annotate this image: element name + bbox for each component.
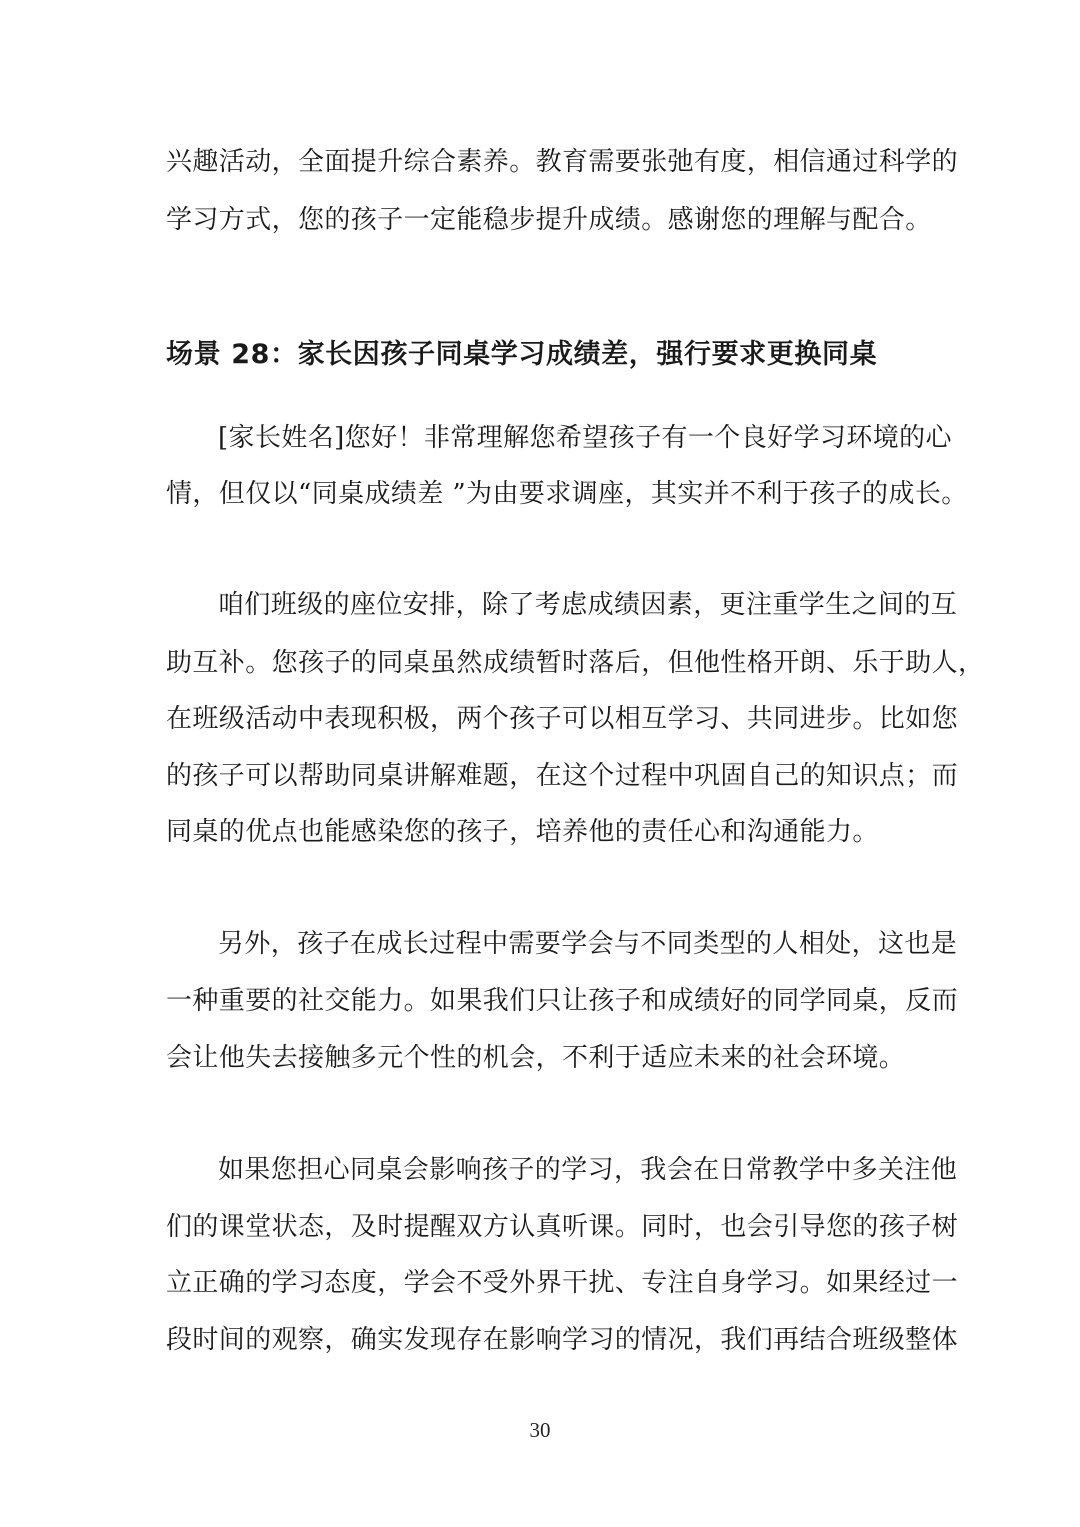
body-text-line: 一种重要的社交能力。如果我们只让孩子和成绩好的同学同桌，反而	[166, 986, 959, 1016]
body-text-line: [家长姓名]您好！非常理解您希望孩子有一个良好学习环境的心	[218, 423, 952, 453]
body-text-line: 情，但仅以“同桌成绩差 ”为由要求调座，其实并不利于孩子的成长。	[166, 479, 968, 509]
body-text-line: 段时间的观察，确实发现存在影响学习的情况，我们再结合班级整体	[166, 1325, 959, 1355]
body-text-line: 会让他失去接触多元个性的机会，不利于适应未来的社会环境。	[166, 1043, 906, 1073]
body-text-line: 另外，孩子在成长过程中需要学会与不同类型的人相处，这也是	[218, 929, 958, 959]
body-text-line: 如果您担心同桌会影响孩子的学习，我会在日常教学中多关注他	[218, 1155, 958, 1185]
body-text-line: 助互补。您孩子的同桌虽然成绩暂时落后，但他性格开朗、乐于助人，	[166, 648, 985, 678]
body-text-line: 兴趣活动，全面提升综合素养。教育需要张弛有度，相信通过科学的	[166, 147, 959, 177]
body-text-line: 立正确的学习态度，学会不受外界干扰、专注自身学习。如果经过一	[166, 1268, 959, 1298]
body-text-line: 的孩子可以帮助同桌讲解难题，在这个过程中巩固自己的知识点；而	[166, 761, 959, 791]
page-number: 30	[529, 1418, 551, 1442]
body-text-line: 咱们班级的座位安排，除了考虑成绩因素，更注重学生之间的互	[218, 590, 958, 620]
body-text-line: 们的课堂状态，及时提醒双方认真听课。同时，也会引导您的孩子树	[166, 1212, 959, 1242]
body-text-line: 学习方式，您的孩子一定能稳步提升成绩。感谢您的理解与配合。	[166, 205, 932, 235]
body-text-line: 在班级活动中表现积极，两个孩子可以相互学习、共同进步。比如您	[166, 704, 959, 734]
body-text-line: 同桌的优点也能感染您的孩子，培养他的责任心和沟通能力。	[166, 817, 879, 847]
section-heading: 场景 28：家长因孩子同桌学习成绩差，强行要求更换同桌	[166, 339, 878, 370]
